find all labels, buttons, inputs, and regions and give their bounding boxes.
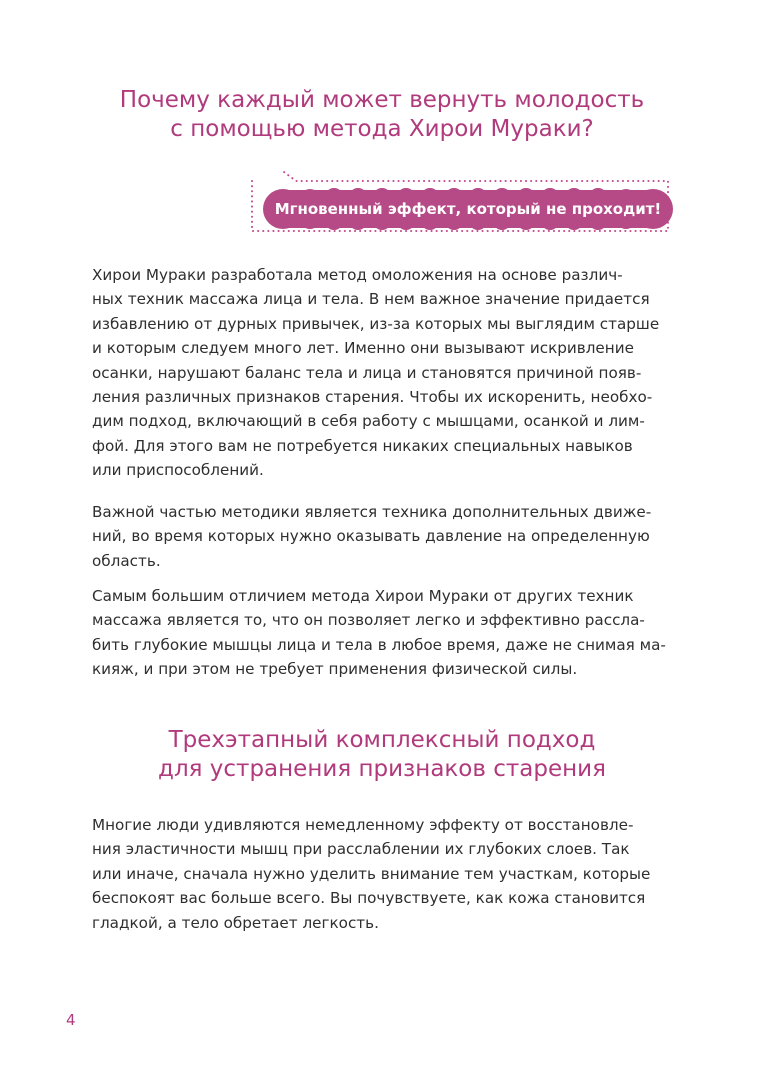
text-line: Важной частью методики является техника дополнительных движе- bbox=[92, 503, 652, 521]
text-line: массажа является то, что он позволяет легко и эффективно рассла- bbox=[92, 611, 645, 630]
callout-badge bbox=[262, 188, 674, 230]
text-line: беспокоят вас больше всего. Вы почувствуете, как кожа становится bbox=[92, 889, 646, 908]
text-line: или иначе, сначала нужно уделить внимание тем участкам, которые bbox=[92, 864, 651, 883]
paragraph-effect bbox=[92, 813, 682, 935]
heading-line: для устранения признаков старения bbox=[158, 756, 606, 782]
text-line: Хирои Мураки разработала метод омоложения на основе различ- bbox=[92, 266, 623, 284]
callout-text: Мгновенный эффект, который не проходит! bbox=[274, 200, 662, 218]
paragraph-intro bbox=[92, 263, 682, 483]
text-line: Самым большим отличием метода Хирои Мураки от других техник bbox=[92, 587, 634, 605]
text-line: осанки, нарушают баланс тела и лица и становятся причиной появ- bbox=[92, 363, 642, 382]
text-line: избавлению от дурных привычек, из-за которых мы выглядим старше bbox=[92, 314, 660, 333]
text-line: ных техник массажа лица и тела. В нем важное значение придается bbox=[92, 290, 650, 309]
text-line: гладкой, а тело обретает легкость. bbox=[92, 913, 379, 932]
text-line: бить глубокие мышцы лица и тела в любое время, даже не снимая ма- bbox=[92, 635, 666, 654]
text-line: Многие люди удивляются немедленному эффекту от восстановле- bbox=[92, 816, 634, 834]
text-line: или приспособлений. bbox=[92, 461, 264, 480]
text-line: область. bbox=[92, 551, 161, 570]
heading-line: с помощью метода Хирои Мураки? bbox=[170, 116, 594, 142]
section-heading-why bbox=[0, 86, 764, 144]
section-heading-three-stage bbox=[0, 726, 764, 784]
paragraph-technique bbox=[92, 500, 682, 573]
paragraph-difference bbox=[92, 584, 682, 682]
text-line: ления различных признаков старения. Чтобы их искоренить, необхо- bbox=[92, 388, 653, 407]
heading-line: Трехэтапный комплексный подход bbox=[168, 727, 596, 753]
heading-line: Почему каждый может вернуть молодость bbox=[119, 87, 645, 113]
text-line: ний, во время которых нужно оказывать давление на определенную bbox=[92, 527, 650, 546]
text-line: дим подход, включающий в себя работу с мышцами, осанкой и лим- bbox=[92, 412, 645, 431]
page-number: 4 bbox=[66, 1011, 76, 1029]
text-line: и которым следуем много лет. Именно они вызывают искривление bbox=[92, 339, 634, 358]
text-line: кияж, и при этом не требует применения физической силы. bbox=[92, 660, 578, 679]
text-line: фой. Для этого вам не потребуется никаких специальных навыков bbox=[92, 436, 633, 455]
text-line: ния эластичности мышц при расслаблении их глубоких слоев. Так bbox=[92, 840, 630, 859]
